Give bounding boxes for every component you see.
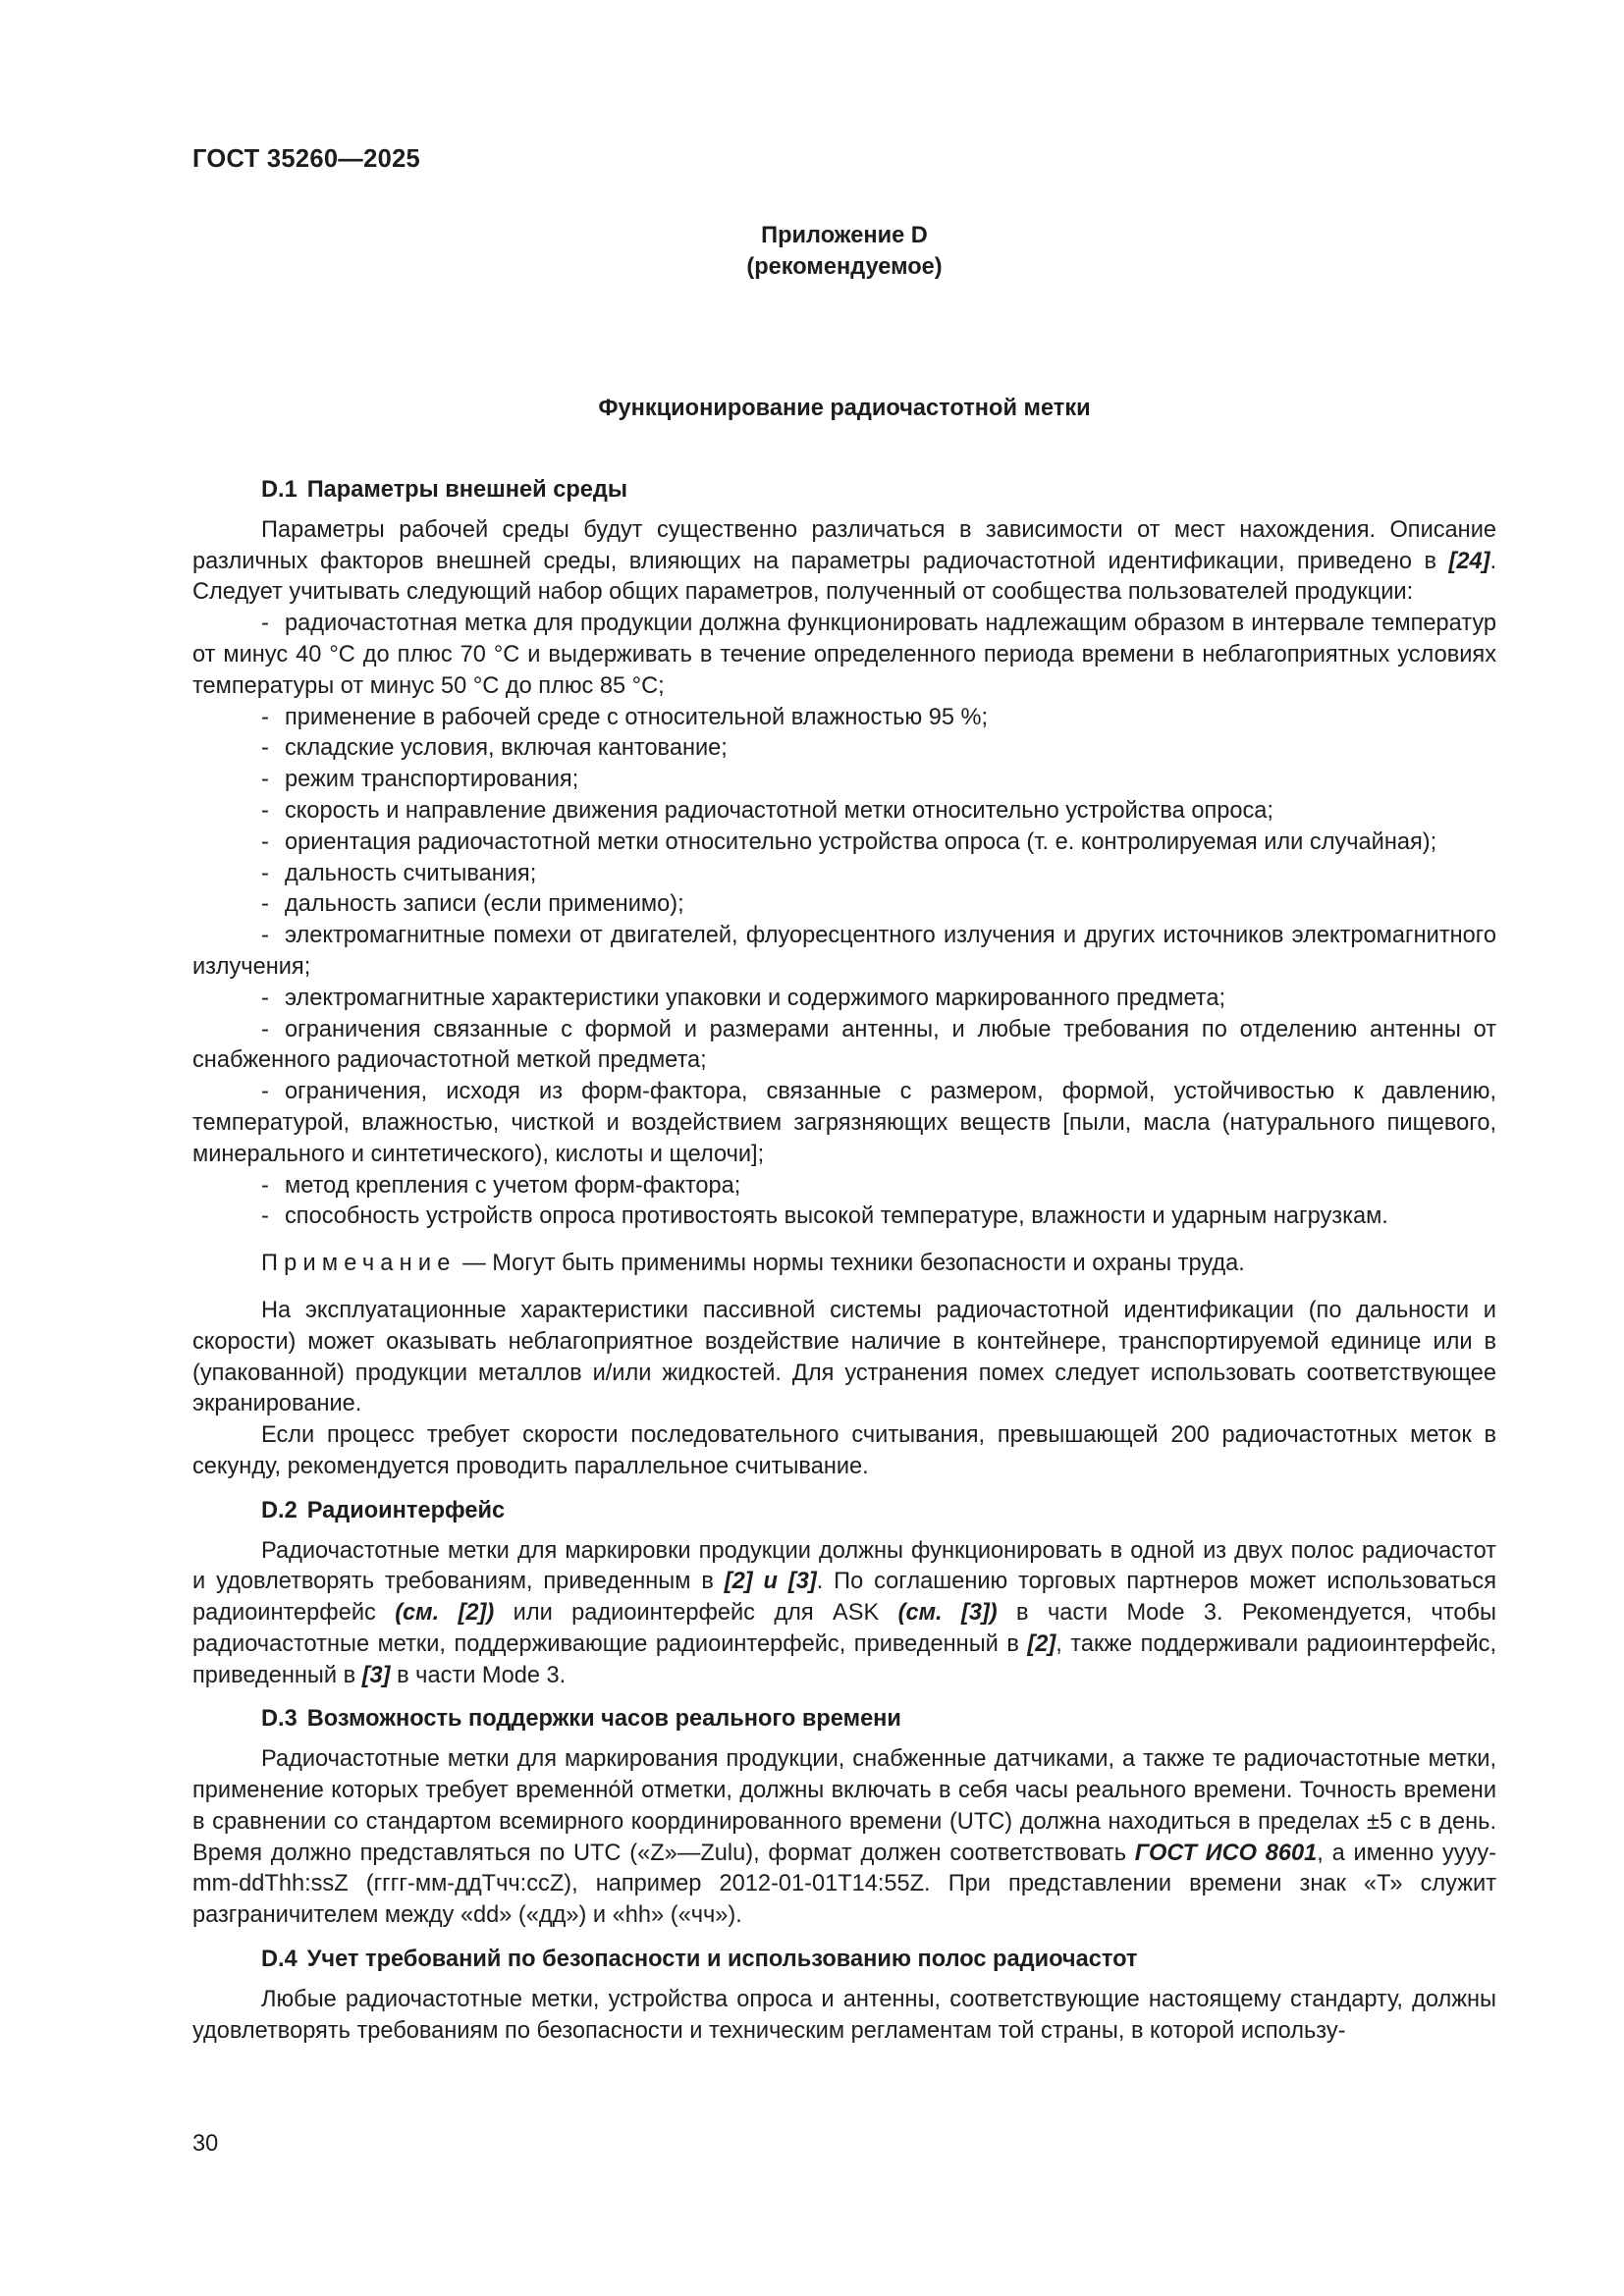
list-item-text: складские условия, включая кантование;	[285, 735, 728, 762]
clause-d3-heading	[192, 1704, 1496, 1735]
d2-text-4: в части Mode 3. Рекомендуется, чтобы радиочастотные метки, поддерживающие радиоинтерфейс, приведенный в	[192, 1600, 1496, 1657]
clause-d3-paragraph	[192, 1744, 1496, 1932]
list-dash: -	[261, 1079, 269, 1105]
list-item	[192, 1015, 1496, 1078]
list-dash: -	[261, 860, 269, 886]
d2-text-6: в части Mode 3.	[390, 1662, 567, 1688]
clause-d1-heading	[192, 475, 1496, 507]
list-dash: -	[261, 985, 269, 1011]
list-item-text: ориентация радиочастотной метки относительно устройства опроса (т. е. контролируемая или случайная);	[285, 828, 1437, 855]
note-label: Примечание	[261, 1251, 457, 1277]
appendix-heading	[192, 221, 1496, 284]
d3-text-2: , а именно yyyy-mm-ddThh:ssZ (гггг-мм-ддТчч:ccZ), например 2012-01-01T14:55Z. При представлении времени знак «Т» служит разграничителем между «dd» («дд») и «hh» («чч»).	[192, 1840, 1497, 1929]
section-title: Функционирование радиочастотной метки	[598, 396, 1091, 421]
clause-d2-heading	[192, 1496, 1496, 1527]
list-item	[192, 796, 1496, 828]
clause-d2-title: Радиоинтерфейс	[306, 1497, 506, 1523]
appendix-status: (рекомендуемое)	[746, 253, 943, 280]
document-code: ГОСТ 35260—2025	[192, 145, 421, 173]
list-item-text: радиочастотная метка для продукции должна функционировать надлежащим образом в интервале температур от минус 40 °С до плюс 70 °С и выдерживать в течение определенного периода времени в неблагоприятных условиях температуры от минус 50 °С до плюс 85 °С;	[192, 611, 1496, 699]
list-item	[192, 1077, 1496, 1170]
list-item	[192, 733, 1496, 765]
reference-2: [2]	[1027, 1630, 1056, 1657]
d2-text-1: Радиочастотные метки для маркировки продукции должны функционировать в одной из двух полос радиочастот и удовлетворять требованиям, приведенным в	[192, 1537, 1496, 1595]
list-item	[192, 1171, 1496, 1202]
d2-text-2: . По соглашению торговых партнеров может использоваться радиоинтерфейс	[192, 1569, 1496, 1627]
clause-d3-number: D.3	[261, 1706, 298, 1733]
list-item-text: метод крепления с учетом форм-фактора;	[285, 1172, 741, 1199]
clause-d4-paragraph: Любые радиочастотные метки, устройства опроса и антенны, соответствующие настоящему стандарту, должны удовлетворять требованиям по безопасности и техническим регламентам той страны, в которой использу-	[192, 1986, 1496, 2044]
clause-d3-title: Возможность поддержки часов реального времени	[306, 1706, 901, 1733]
clause-d1-title: Параметры внешней среды	[306, 477, 628, 503]
list-item	[192, 889, 1496, 921]
list-item-text: скорость и направление движения радиочастотной метки относительно устройства опроса;	[285, 797, 1273, 824]
d2-text-5: , также поддерживали радиоинтерфейс, приведенный в	[192, 1630, 1497, 1688]
list-dash: -	[261, 891, 269, 918]
note	[192, 1249, 1496, 1280]
reference-gost-iso-8601: ГОСТ ИСО 8601	[1134, 1840, 1318, 1866]
list-item-text: электромагнитные помехи от двигателей, флуоресцентного излучения и других источников электромагнитного излучения;	[192, 923, 1496, 980]
clause-d1-paragraph-1: На эксплуатационные характеристики пассивной системы радиочастотной идентификации (по дальности и скорости) может оказывать неблагоприятное воздействие наличие в контейнере, транспортируемой единице или в (упакованной) продукции металлов и/или жидкостей. Для устранения помех следует использовать соответствующее экранирование.	[192, 1297, 1496, 1417]
list-item	[192, 765, 1496, 796]
parameter-list	[192, 609, 1496, 1233]
list-item	[192, 703, 1496, 734]
reference-24: [24]	[1448, 548, 1490, 574]
list-dash: -	[261, 1172, 269, 1199]
list-item-text: дальность считывания;	[285, 860, 537, 886]
list-dash: -	[261, 735, 269, 762]
list-item-text: ограничения связанные с формой и размерами антенны, и любые требования по отделению антенны от снабженного радиочастотной меткой предмета;	[192, 1016, 1496, 1074]
list-dash: -	[261, 1203, 269, 1230]
reference-3: [3]	[361, 1662, 391, 1688]
list-dash: -	[261, 767, 269, 793]
list-item	[192, 984, 1496, 1015]
main-text	[192, 475, 1496, 2047]
clause-d2-paragraph	[192, 1536, 1496, 1692]
list-item	[192, 1201, 1496, 1233]
intro-text-b: . Следует учитывать следующий набор общих параметров, полученный от сообщества пользователей продукции:	[192, 548, 1496, 606]
list-dash: -	[261, 1016, 269, 1042]
list-dash: -	[261, 923, 269, 949]
intro-text-a: Параметры рабочей среды будут существенно различаться в зависимости от мест нахождения. Описание различных факторов внешней среды, влияющих на параметры радиочастотной идентификации, приведено в	[192, 516, 1496, 574]
list-item-text: способность устройств опроса противостоять высокой температуре, влажности и ударным нагрузкам.	[285, 1203, 1388, 1230]
list-item	[192, 609, 1496, 702]
list-dash: -	[261, 704, 269, 730]
list-dash: -	[261, 797, 269, 824]
clause-d1-intro	[192, 515, 1496, 609]
list-item-text: режим транспортирования;	[285, 767, 579, 793]
list-item-text: применение в рабочей среде с относительной влажностью 95 %;	[285, 704, 989, 730]
clause-d4-title: Учет требований по безопасности и использованию полос радиочастот	[306, 1947, 1138, 1973]
list-item-text: ограничения, исходя из форм-фактора, связанные с размером, формой, устойчивостью к давлению, температурой, влажностью, чисткой и воздействием загрязняющих веществ [пыли, масла (натурального пищевого, минерального и синтетического), кислоты и щелочи];	[192, 1079, 1496, 1167]
d3-text-1: Радиочастотные метки для маркирования продукции, снабженные датчиками, а также те радиочастотные метки, применение которых требует временно́й отметки, должны включать в себя часы реального времени. Точность времени в сравнении со стандартом всемирного координированного времени (UTC) должна находиться в пределах ±5 с в день. Время должно представляться по UTC («Z»—Zulu), формат должен соответствовать	[192, 1746, 1496, 1866]
reference-see-3: (см. [3])	[897, 1600, 998, 1627]
d2-text-3: или радиоинтерфейс для ASK	[494, 1600, 898, 1627]
list-item	[192, 828, 1496, 859]
list-item-text: дальность записи (если применимо);	[285, 891, 684, 918]
reference-see-2: (см. [2])	[395, 1600, 495, 1627]
reference-2-and-3: [2] и [3]	[724, 1569, 817, 1595]
list-item-text: электромагнитные характеристики упаковки и содержимого маркированного предмета;	[285, 985, 1226, 1011]
appendix-title: Приложение D	[761, 223, 928, 248]
clause-d4-number: D.4	[261, 1947, 298, 1973]
clause-d2-number: D.2	[261, 1497, 298, 1523]
clause-d4-heading	[192, 1945, 1496, 1976]
list-item	[192, 921, 1496, 984]
clause-d1-paragraph-2: Если процесс требует скорости последовательного считывания, превышающей 200 радиочастотных меток в секунду, рекомендуется проводить параллельное считывание.	[192, 1422, 1496, 1479]
page-number: 30	[192, 2131, 219, 2157]
note-text: — Могут быть применимы нормы техники безопасности и охраны труда.	[456, 1251, 1245, 1277]
list-dash: -	[261, 611, 269, 637]
list-dash: -	[261, 828, 269, 855]
list-item	[192, 859, 1496, 890]
clause-d1-number: D.1	[261, 477, 298, 503]
